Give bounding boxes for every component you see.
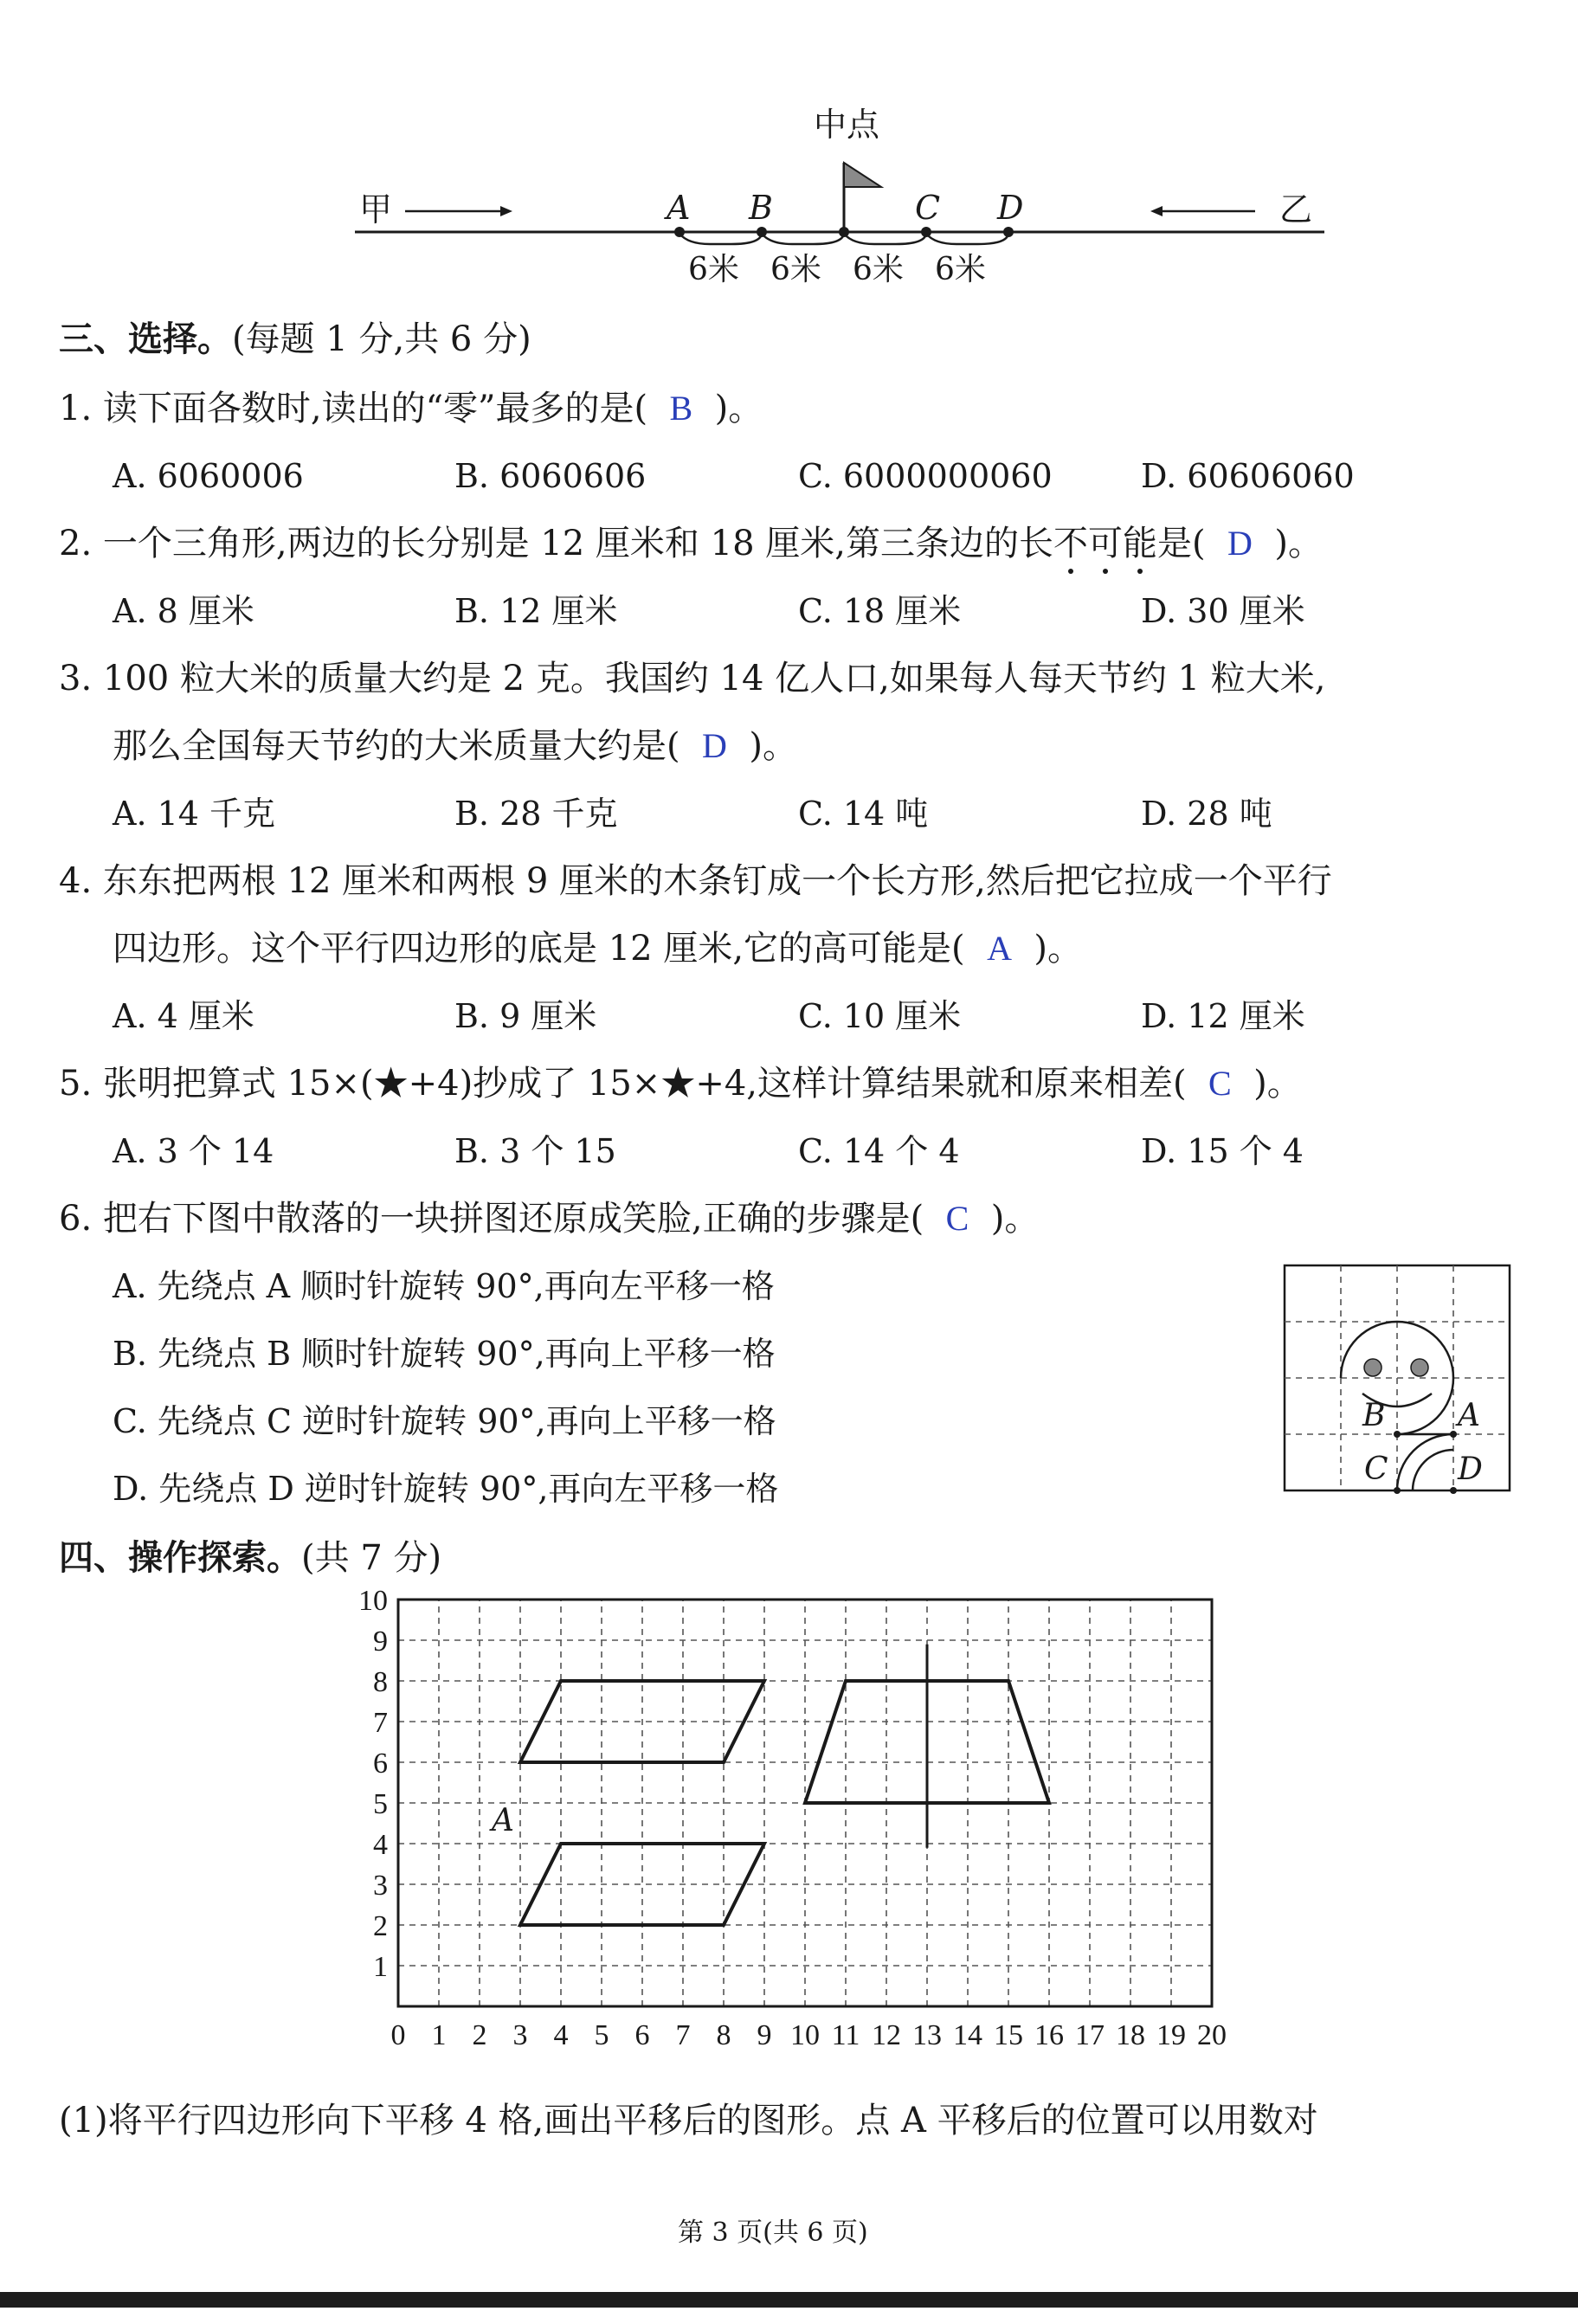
q3-option-d: D. 28 吨 [1141, 795, 1272, 833]
x-tick-label: 16 [1034, 2019, 1064, 2051]
x-tick-label: 9 [757, 2019, 772, 2051]
y-tick-label: 1 [373, 1951, 388, 1983]
x-tick-label: 11 [831, 2019, 860, 2051]
q1-option-b: B. 6060606 [454, 457, 647, 495]
q1-option-c: C. 6000000060 [798, 457, 1053, 495]
q6-option-c: C. 先绕点 C 逆时针旋转 90°,再向上平移一格 [113, 1402, 776, 1440]
q2-option-c: C. 18 厘米 [798, 592, 962, 630]
x-tick-label: 13 [912, 2019, 942, 2051]
x-tick-label: 14 [953, 2019, 982, 2051]
puzzle-label-d: D [1458, 1452, 1483, 1487]
question-2: 2. 一个三角形,两边的长分别是 12 厘米和 18 厘米,第三条边的长不可能 是( D )。 [59, 523, 1323, 564]
section3-score: (每题 1 分,共 6 分) [232, 319, 531, 359]
page-bottom-edge [0, 2292, 1578, 2308]
jia-label: 甲 [359, 190, 393, 229]
question-4: 4. 东东把两根 12 厘米和两根 9 厘米的木条钉成一个长方形,然后把它拉成一个平行 [59, 861, 1332, 901]
point-a-label: A [667, 189, 691, 227]
q2-option-d: D. 30 厘米 [1141, 592, 1305, 630]
coordinate-grid [329, 1585, 1246, 2086]
x-tick-label: 17 [1075, 2019, 1105, 2051]
x-tick-label: 6 [634, 2019, 650, 2051]
q3-option-c: C. 14 吨 [798, 795, 929, 833]
y-tick-label: 10 [358, 1585, 388, 1617]
x-tick-label: 5 [594, 2019, 609, 2051]
q5-option-a: A. 3 个 14 [113, 1132, 274, 1170]
point-b-label: B [749, 189, 773, 227]
y-tick-label: 6 [373, 1748, 388, 1780]
x-tick-label: 2 [472, 2019, 487, 2051]
x-tick-label: 15 [994, 2019, 1023, 2051]
x-tick-label: 7 [675, 2019, 691, 2051]
q4-option-b: B. 9 厘米 [454, 997, 597, 1035]
section4-question-1: (1)将平行四边形向下平移 4 格,画出平移后的图形。点 A 平移后的位置可以用数对 [59, 2101, 1318, 2141]
section4-heading: 四、操作探索。(共 7 分) [59, 1538, 442, 1578]
y-tick-label: 3 [373, 1870, 388, 1902]
x-tick-label: 12 [872, 2019, 901, 2051]
segment-label: 6米 [770, 252, 821, 287]
x-tick-label: 18 [1116, 2019, 1145, 2051]
yi-label: 乙 [1279, 190, 1313, 229]
section4-score: (共 7 分) [301, 1538, 442, 1578]
question-3: 3. 100 粒大米的质量大约是 2 克。我国约 14 亿人口,如果每人每天节约 1 粒大米, [59, 659, 1326, 698]
q2-option-a: A. 8 厘米 [113, 592, 254, 630]
x-tick-label: 0 [390, 2019, 406, 2051]
segment-label: 6米 [688, 252, 739, 287]
answer-5: C [1208, 1064, 1232, 1103]
question-6: 6. 把右下图中散落的一块拼图还原成笑脸,正确的步骤是( C )。 [59, 1199, 1040, 1239]
point-d-label: D [997, 189, 1024, 227]
puzzle-label-a: A [1458, 1398, 1480, 1433]
x-tick-label: 1 [431, 2019, 447, 2051]
y-tick-label: 5 [373, 1788, 388, 1820]
question-4-cont: 四边形。这个平行四边形的底是 12 厘米,它的高可能是( A )。 [113, 929, 1083, 969]
q2-option-b: B. 12 厘米 [454, 592, 618, 630]
x-tick-label: 3 [512, 2019, 528, 2051]
answer-2: D [1227, 524, 1253, 563]
puzzle-figure [1285, 1265, 1510, 1490]
q3-option-a: A. 14 千克 [113, 795, 276, 833]
y-tick-label: 4 [373, 1829, 388, 1861]
q1-option-a: A. 6060006 [113, 457, 304, 495]
emphasis-text: 不可能 [1053, 524, 1157, 563]
y-tick-label: 9 [373, 1626, 388, 1658]
q6-option-d: D. 先绕点 D 逆时针旋转 90°,再向左平移一格 [113, 1470, 779, 1508]
question-1: 1. 读下面各数时,读出的“零”最多的是( B )。 [59, 389, 763, 428]
top-diagram [346, 104, 1342, 303]
y-tick-label: 2 [373, 1910, 388, 1942]
segment-label: 6米 [853, 252, 904, 287]
q5-option-c: C. 14 个 4 [798, 1132, 960, 1170]
y-tick-label: 8 [373, 1666, 388, 1698]
section3-heading: 三、选择。(每题 1 分,共 6 分) [59, 319, 531, 359]
q5-option-d: D. 15 个 4 [1141, 1132, 1304, 1170]
q5-option-b: B. 3 个 15 [454, 1132, 616, 1170]
question-5: 5. 张明把算式 15×(★+4)抄成了 15×★+4,这样计算结果就和原来相差( C )。 [59, 1064, 1302, 1104]
x-tick-label: 10 [790, 2019, 820, 2051]
x-tick-label: 8 [716, 2019, 731, 2051]
q6-option-b: B. 先绕点 B 顺时针旋转 90°,再向上平移一格 [113, 1335, 776, 1373]
segment-label: 6米 [935, 252, 986, 287]
midpoint-label: 中点 [814, 106, 880, 144]
q6-option-a: A. 先绕点 A 顺时针旋转 90°,再向左平移一格 [113, 1267, 775, 1305]
answer-3: D [702, 726, 727, 765]
q1-option-d: D. 60606060 [1141, 457, 1355, 495]
answer-4: A [987, 929, 1012, 968]
page-footer: 第 3 页(共 6 页) [678, 2218, 868, 2248]
q4-option-d: D. 12 厘米 [1141, 997, 1305, 1035]
x-tick-label: 20 [1197, 2019, 1227, 2051]
y-tick-label: 7 [373, 1707, 388, 1739]
grid-point-a-label: A [492, 1803, 514, 1838]
q4-option-a: A. 4 厘米 [113, 997, 254, 1035]
coordinate-grid-svg [329, 1585, 1246, 2086]
x-tick-label: 4 [553, 2019, 569, 2051]
answer-1: B [669, 389, 693, 428]
puzzle-label-c: C [1364, 1452, 1388, 1487]
answer-6: C [945, 1199, 969, 1238]
point-c-label: C [915, 189, 941, 227]
question-3-cont: 那么全国每天节约的大米质量大约是( D )。 [113, 726, 797, 766]
q3-option-b: B. 28 千克 [454, 795, 618, 833]
puzzle-label-b: B [1362, 1398, 1386, 1433]
x-tick-label: 19 [1156, 2019, 1186, 2051]
q4-option-c: C. 10 厘米 [798, 997, 962, 1035]
